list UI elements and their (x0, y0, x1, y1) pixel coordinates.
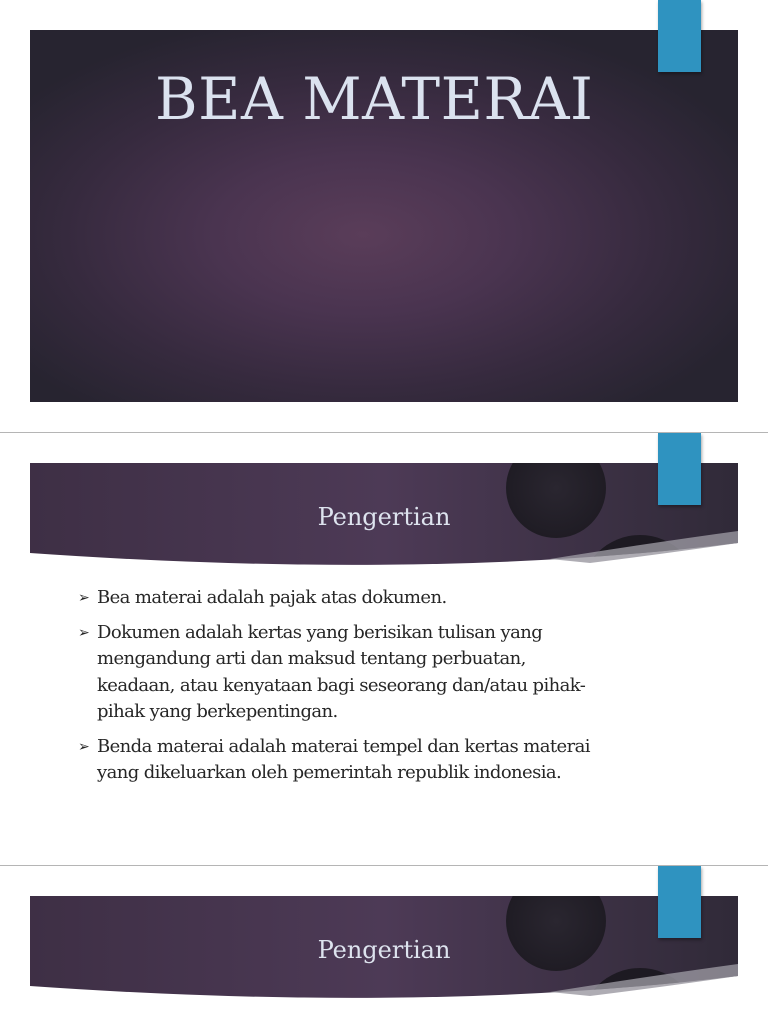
bullet-text: Bea materai adalah pajak atas dokumen. (97, 587, 447, 608)
bullet-text: Benda materai adalah materai tempel dan kertas materai yang dikeluarkan oleh pemerintah republik indonesia. (97, 735, 590, 783)
accent-tab (658, 433, 701, 505)
slide-title-text: BEA MATERAI (155, 65, 594, 133)
arrowhead-bullet-icon: ➢ (78, 590, 90, 606)
accent-tab (658, 0, 701, 72)
section-title: Pengertian (317, 936, 451, 964)
bullet-item (78, 620, 598, 726)
bullet-item (78, 734, 598, 787)
header-banner (30, 896, 738, 1006)
bullet-text: Dokumen adalah kertas yang berisikan tulisan yang mengandung arti dan maksud tentang perbuatan, keadaan, atau kenyataan bagi seseorang dan/atau pihak-pihak yang berkepentingan. (97, 621, 586, 722)
arrowhead-bullet-icon: ➢ (78, 624, 90, 641)
bullet-item (78, 585, 598, 612)
bullet-list (78, 585, 598, 795)
slide-title (0, 0, 768, 432)
accent-tab (658, 866, 701, 938)
section-title: Pengertian (317, 503, 451, 531)
slide-pengertian (0, 433, 768, 865)
arrowhead-bullet-icon: ➢ (78, 738, 90, 755)
header-banner (30, 463, 738, 573)
slide-pengertian-2 (0, 866, 768, 1024)
